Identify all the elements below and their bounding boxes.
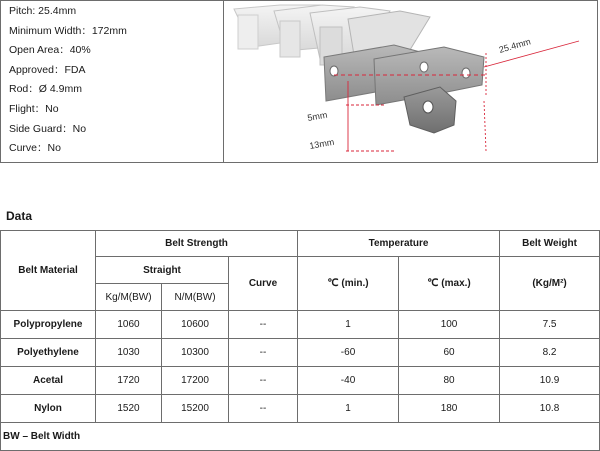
spec-minimum-width: Minimum Width：172mm [9, 24, 127, 37]
table-footnote: BW – Belt Width [1, 423, 600, 451]
cell-temp-max: 180 [399, 395, 500, 423]
header-belt-weight: Belt Weight [500, 231, 600, 257]
dimension-label-5mm: 5mm [306, 109, 329, 123]
section-title-data: Data [6, 209, 33, 223]
cell-nm: 10300 [162, 339, 229, 367]
spec-rod: Rod：Ø 4.9mm [9, 83, 82, 96]
header-temp-max: ℃ (max.) [399, 257, 500, 311]
spec-pitch: Pitch: 25.4mm [9, 5, 77, 17]
spec-open-area: Open Area：40% [9, 44, 91, 57]
cell-curve: -- [229, 395, 298, 423]
cell-weight: 10.8 [500, 395, 600, 423]
cell-kgm: 1520 [96, 395, 162, 423]
dimension-label-pitch: 25.4mm [497, 36, 532, 55]
cell-temp-min: -40 [298, 367, 399, 395]
spec-panel [0, 0, 598, 163]
cell-material: Polypropylene [1, 311, 96, 339]
cell-nm: 10600 [162, 311, 229, 339]
spec-approved: Approved：FDA [9, 63, 86, 76]
cell-weight: 7.5 [500, 311, 600, 339]
belt-module-diagram [224, 1, 598, 163]
cell-kgm: 1720 [96, 367, 162, 395]
cell-temp-max: 100 [399, 311, 500, 339]
spec-list [9, 2, 127, 159]
cell-kgm: 1030 [96, 339, 162, 367]
table-header-row [1, 231, 600, 257]
header-belt-material: Belt Material [1, 231, 96, 311]
header-n-per-m: N/M(BW) [162, 284, 229, 311]
cell-nm: 17200 [162, 367, 229, 395]
header-straight: Straight [96, 257, 229, 284]
header-weight-unit: (Kg/M²) [500, 257, 600, 311]
spec-side-guard: Side Guard：No [9, 122, 87, 135]
spec-curve: Curve：No [9, 142, 61, 155]
cell-temp-max: 60 [399, 339, 500, 367]
header-temp-min: ℃ (min.) [298, 257, 399, 311]
cell-temp-min: -60 [298, 339, 399, 367]
table-row [1, 311, 600, 339]
cell-curve: -- [229, 367, 298, 395]
table-footnote-row [1, 423, 600, 451]
spec-flight: Flight：No [9, 102, 59, 115]
header-temperature: Temperature [298, 231, 500, 257]
cell-material: Nylon [1, 395, 96, 423]
header-curve: Curve [229, 257, 298, 311]
cell-temp-min: 1 [298, 395, 399, 423]
cell-temp-max: 80 [399, 367, 500, 395]
cell-material: Acetal [1, 367, 96, 395]
cell-kgm: 1060 [96, 311, 162, 339]
cell-weight: 8.2 [500, 339, 600, 367]
table-row [1, 339, 600, 367]
header-belt-strength: Belt Strength [96, 231, 298, 257]
header-kg-per-m: Kg/M(BW) [96, 284, 162, 311]
dimension-label-13mm: 13mm [308, 136, 335, 151]
cell-curve: -- [229, 339, 298, 367]
table-row [1, 367, 600, 395]
cell-temp-min: 1 [298, 311, 399, 339]
cell-nm: 15200 [162, 395, 229, 423]
cell-weight: 10.9 [500, 367, 600, 395]
table-row [1, 395, 600, 423]
cell-curve: -- [229, 311, 298, 339]
cell-material: Polyethylene [1, 339, 96, 367]
belt-data-table [0, 230, 600, 451]
